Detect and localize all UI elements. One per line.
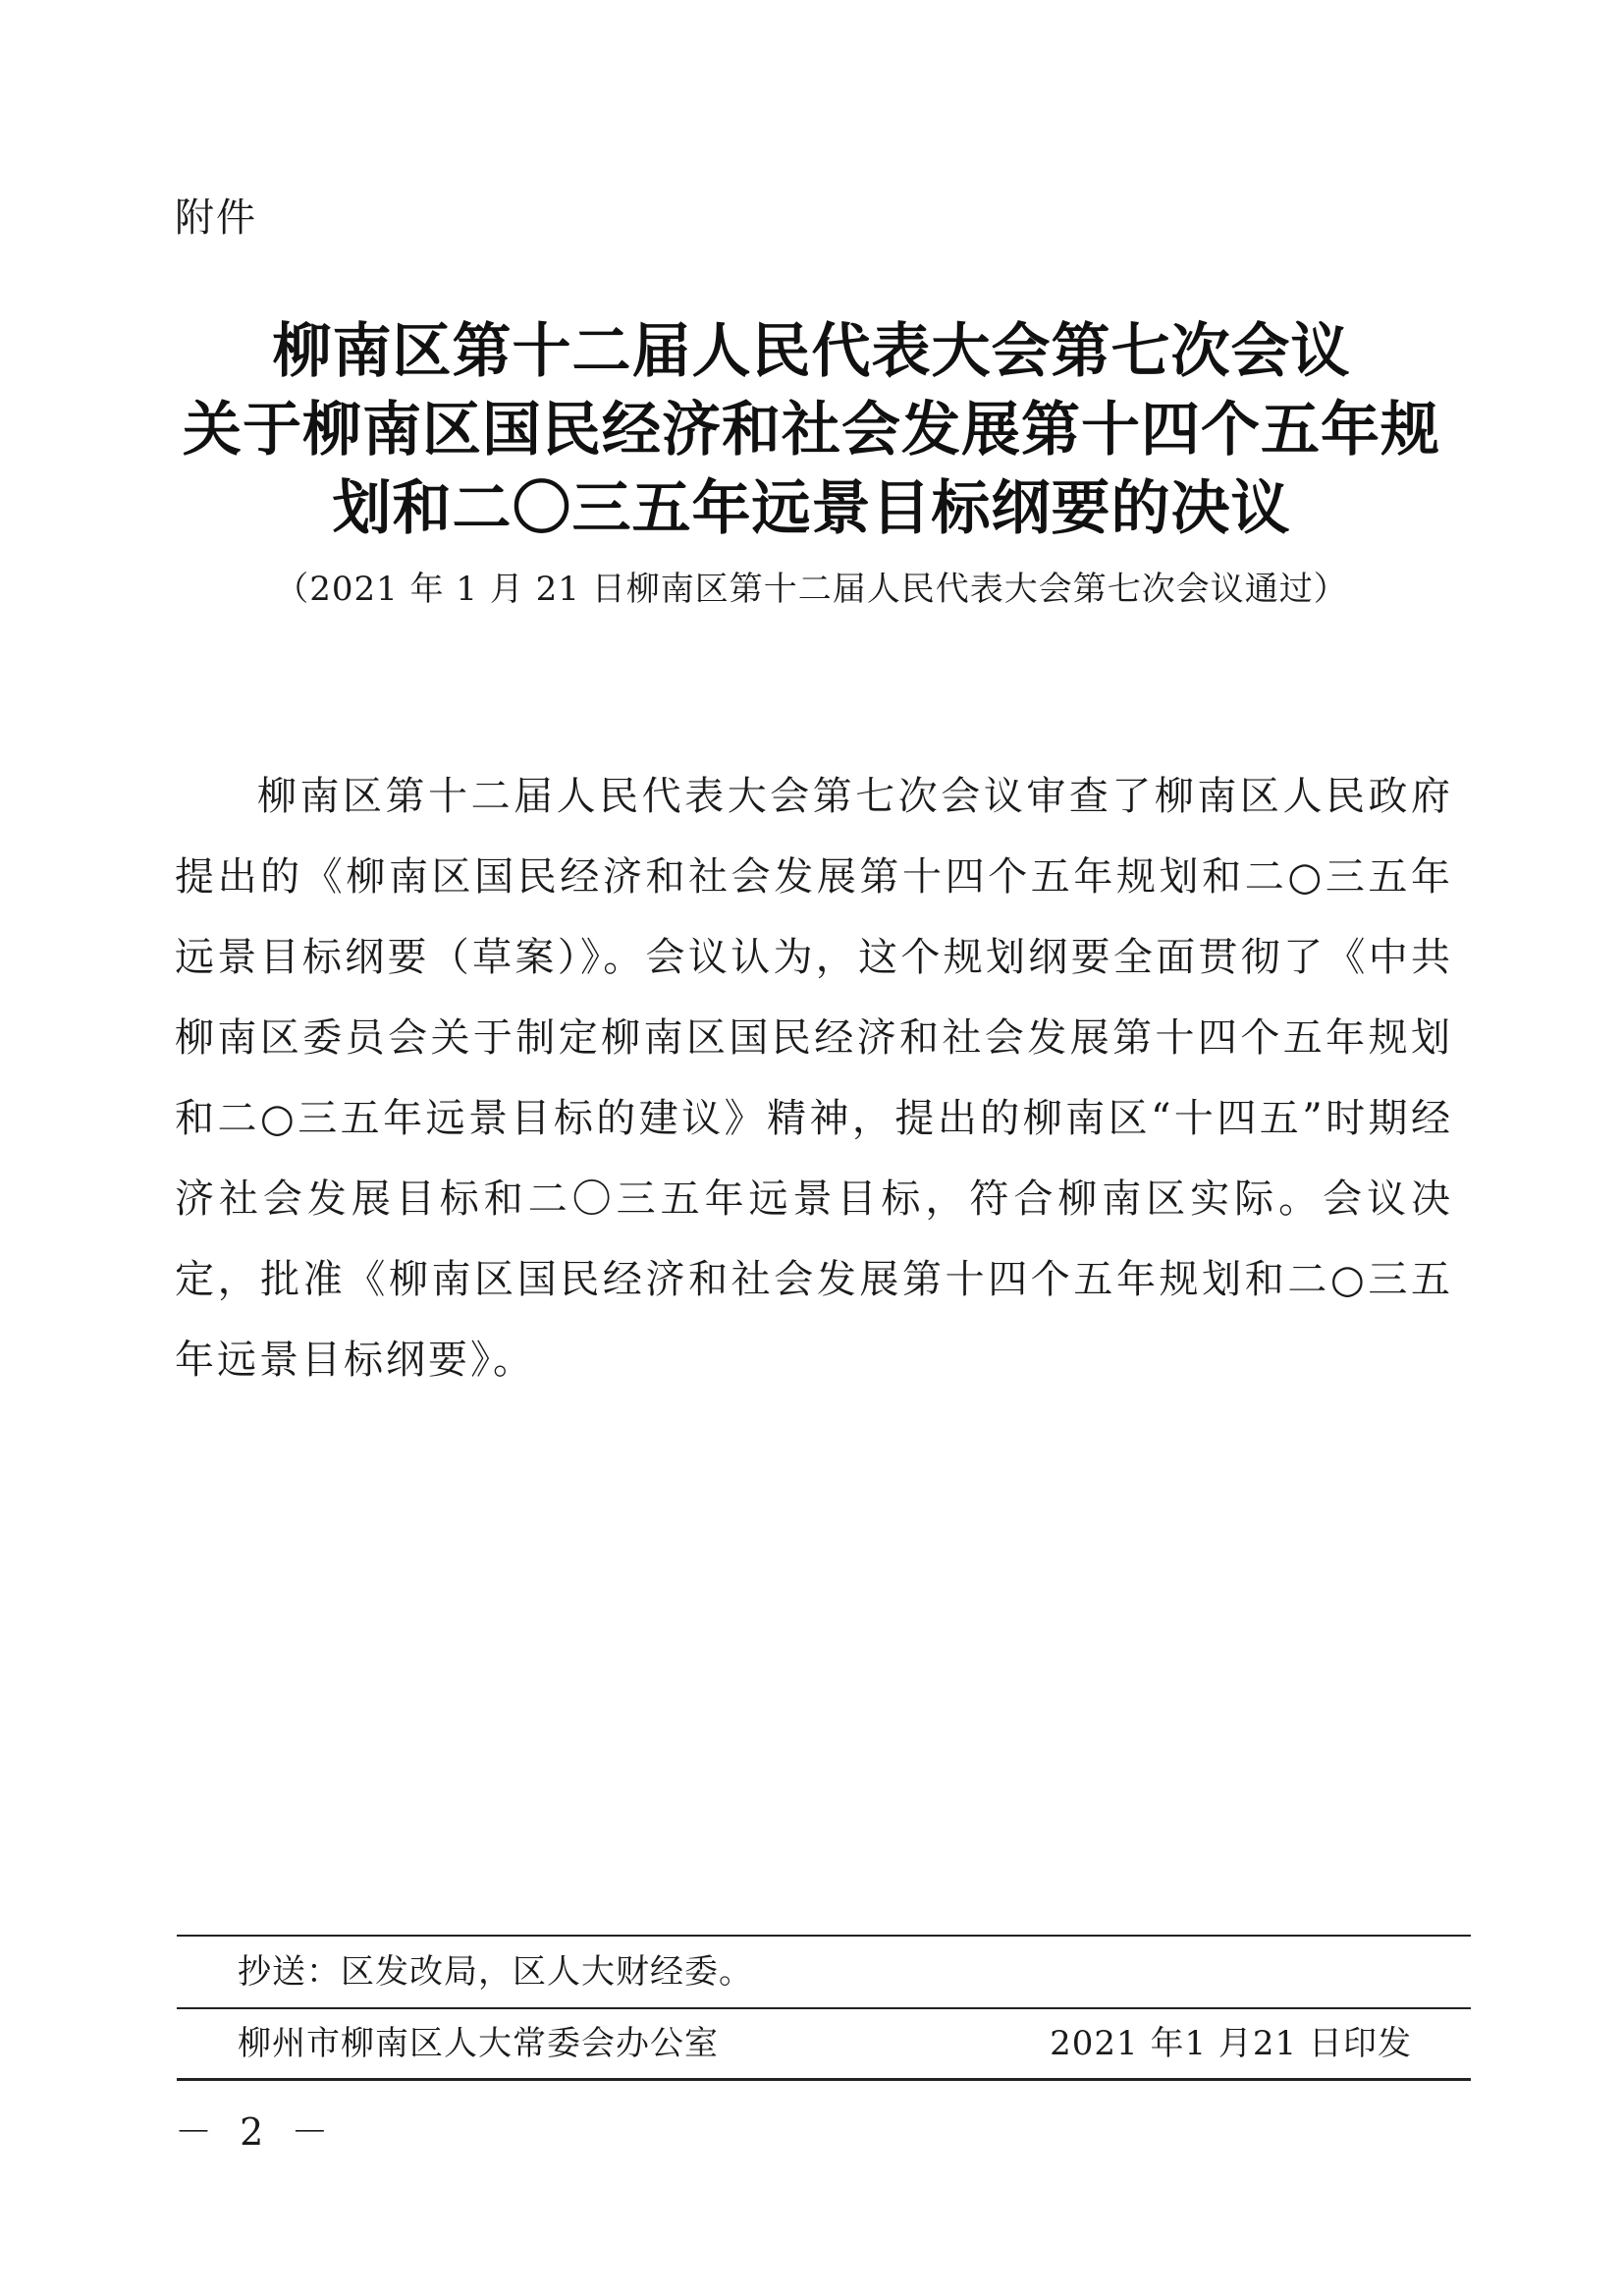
cc-line: 抄送：区发改局，区人大财经委。	[238, 1952, 753, 1992]
issuer-row	[177, 2009, 1471, 2078]
title-block	[118, 312, 1505, 613]
adoption-note: （2021 年 1 月 21 日柳南区第十二届人民代表大会第七次会议通过）	[275, 570, 1348, 609]
attachment-label: 附件	[175, 195, 257, 241]
distribution-block	[177, 1935, 1471, 2081]
title-line-1: 柳南区第十二届人民代表大会第七次会议	[272, 317, 1351, 386]
resolution-paragraph: 柳南区第十二届人民代表大会第七次会议审查了柳南区人民政府提出的《柳南区国民经济和社会发展第十四个五年规划和二○三五年远景目标纲要（草案）》。会议认为，这个规划纲要全面贯彻了《中共柳南区委员会关于制定柳南区国民经济和社会发展第十四个五年规划和二○三五年远景目标的建议》精神，提出的柳南区“十四五”时期经济社会发展目标和二〇三五年远景目标，符合柳南区实际。会议决定，批准《柳南区国民经济和社会发展第十四个五年规划和二○三五年远景目标纲要》。	[175, 774, 1453, 1383]
page-number: － 2 －	[175, 2110, 337, 2154]
bottom-divider	[177, 2078, 1471, 2081]
title-line-3: 划和二〇三五年远景目标纲要的决议	[332, 474, 1291, 543]
issuing-office: 柳州市柳南区人大常委会办公室	[238, 2024, 719, 2063]
title-line-2: 关于柳南区国民经济和社会发展第十四个五年规	[183, 396, 1440, 465]
issue-date: 2021 年1 月21 日印发	[1050, 2024, 1412, 2063]
